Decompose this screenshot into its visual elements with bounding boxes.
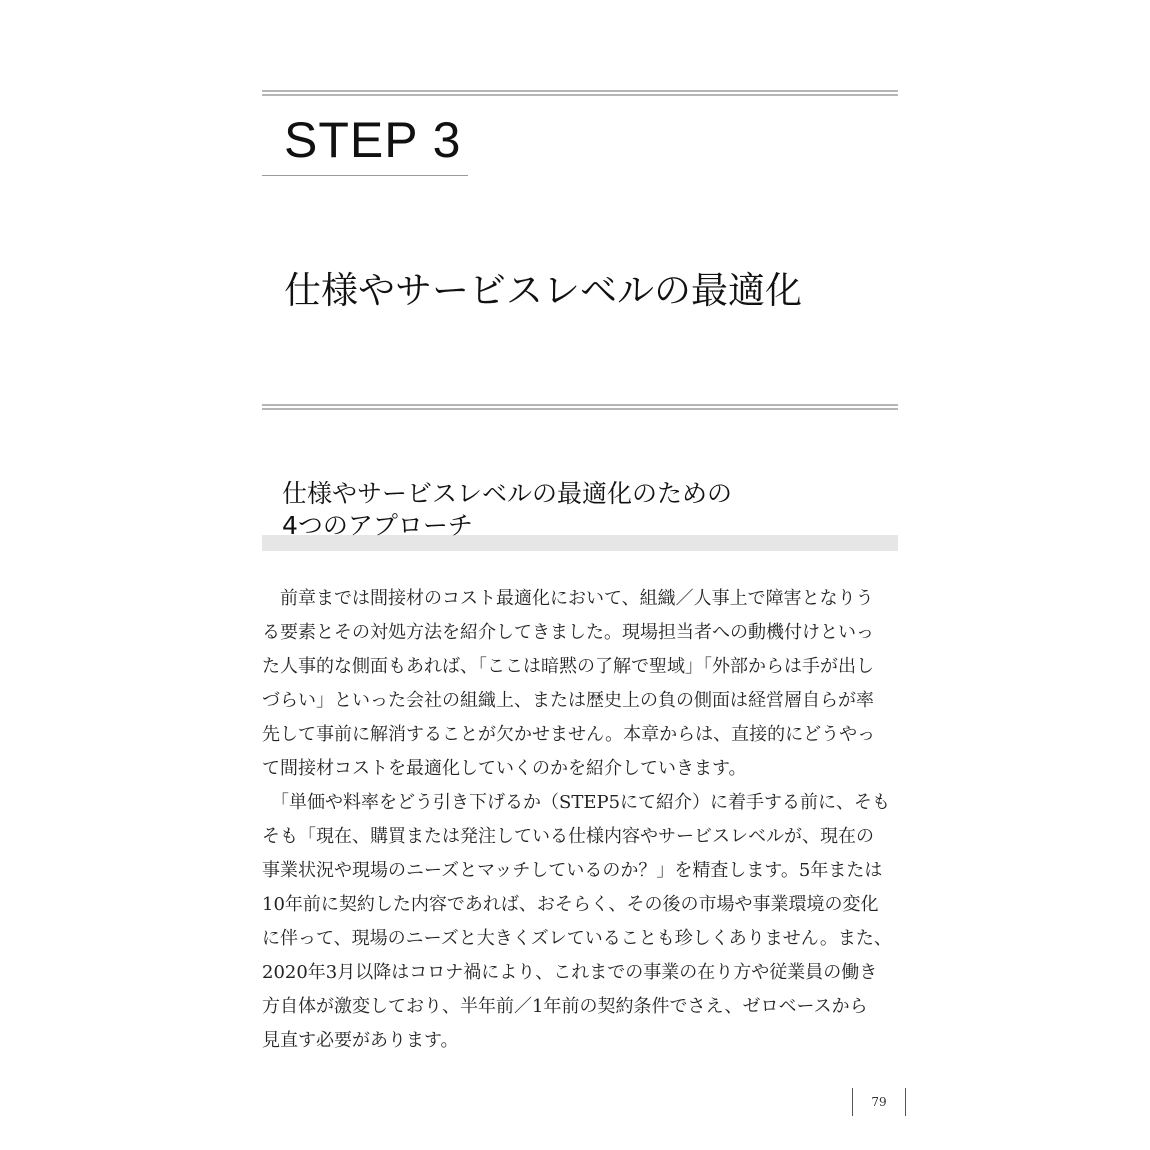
body-line: 事業状況や現場のニーズとマッチしているのか？」を精査します。5年または [262, 860, 883, 881]
body-line: 見直す必要があります。 [262, 1030, 459, 1051]
section-title [282, 478, 732, 542]
section-title-line-1: 仕様やサービスレベルの最適化のための [282, 479, 733, 508]
top-double-rule [262, 90, 898, 96]
body-line: 2020年3月以降はコロナ禍により、これまでの事業の在り方や従業員の働き [262, 962, 878, 983]
section-title-line-2: 4つのアプローチ [282, 511, 473, 540]
body-line: 前章までは間接材のコスト最適化において、組織／人事上で障害となりう [262, 588, 874, 609]
page-number: 79 [852, 1088, 906, 1116]
body-line: て間接材コストを最適化していくのかを紹介していきます。 [262, 758, 747, 779]
body-line: 10年前に契約した内容であれば、おそらく、その後の市場や事業環境の変化 [262, 894, 879, 915]
body-line: 先して事前に解消することが欠かせません。本章からは、直接的にどうやっ [262, 724, 876, 745]
body-line: に伴って、現場のニーズと大きくズレていることも珍しくありません。また、 [262, 928, 892, 949]
chapter-title: 仕様やサービスレベルの最適化 [284, 269, 802, 312]
body-line: そも「現在、購買または発注している仕様内容やサービスレベルが、現在の [262, 826, 874, 847]
body-line: 「単価や料率をどう引き下げるか（STEP5にて紹介）に着手する前に、そも [262, 792, 891, 813]
body-line: づらい」といった会社の組織上、または歴史上の負の側面は経営層自らが率 [262, 690, 874, 711]
step-label: STEP 3 [284, 112, 462, 168]
body-text [262, 582, 898, 1058]
step-underline [262, 175, 468, 176]
middle-double-rule [262, 404, 898, 410]
body-line: 方自体が激変しており、半年前／1年前の契約条件でさえ、ゼロベースから [262, 996, 868, 1017]
section-heading [262, 478, 898, 554]
body-line: た人事的な側面もあれば、「ここは暗黙の了解で聖域」「外部からは手が出し [262, 656, 874, 677]
body-line: る要素とその対処方法を紹介してきました。現場担当者への動機付けといっ [262, 622, 874, 643]
